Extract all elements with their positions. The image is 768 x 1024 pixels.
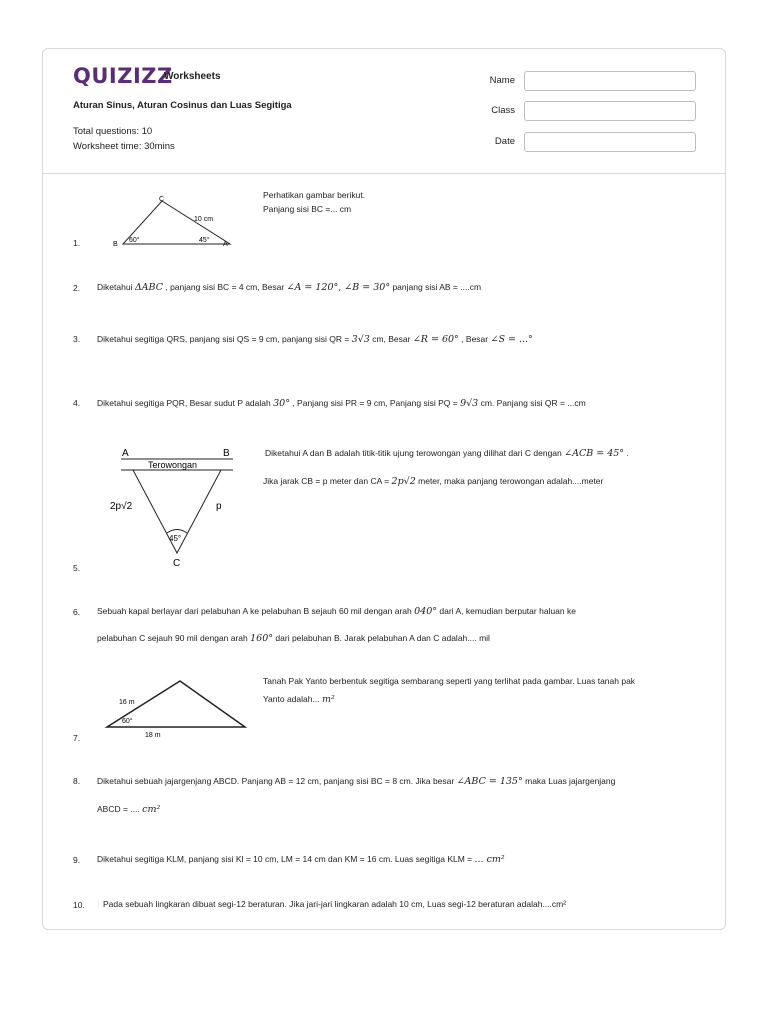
question-number: 8. <box>73 776 81 786</box>
worksheet <box>42 48 726 930</box>
q8-line2: ABCD = .... cm² <box>97 804 161 815</box>
vertex-a-label: A <box>223 241 228 248</box>
q1-triangle-figure <box>113 192 243 250</box>
angle-label: 60° <box>122 718 133 725</box>
total-questions: Total questions: 10 <box>73 126 153 137</box>
name-label: Name <box>489 75 515 86</box>
question-number: 6. <box>73 607 81 617</box>
side-ca-label: 10 cm <box>194 216 214 223</box>
q6-line2: pelabuhan C sejauh 90 mil dengan arah 160° dari pelabuhan B. Jarak pelabuhan A dan C adalah.... mil <box>97 633 490 644</box>
question-number: 7. <box>73 733 81 743</box>
q1-line2: Panjang sisi BC =... cm <box>263 204 352 214</box>
point-a-label: A <box>122 448 129 459</box>
q5-line1: Diketahui A dan B adalah titik-titik ujung terowongan yang dilihat dari C dengan ∠ACB = 45° . <box>265 448 629 459</box>
question-number: 10. <box>73 900 85 910</box>
question-number: 3. <box>73 334 81 344</box>
q7-line1: Tanah Pak Yanto berbentuk segitiga sembarang seperti yang terlihat pada gambar. Luas tanah pak <box>263 676 636 686</box>
q2-text: Diketahui ΔABC , panjang sisi BC = 4 cm, Besar ∠A = 120°, ∠B = 30° panjang sisi AB = ....cm <box>97 282 482 293</box>
q3-text: Diketahui segitiga QRS, panjang sisi QS = 9 cm, panjang sisi QR = 3√3 cm, Besar ∠R = 60° , Besar ∠S = ...° <box>97 334 533 345</box>
logo-subtitle: Worksheets <box>164 71 221 82</box>
worksheet-header <box>43 49 725 174</box>
class-field[interactable] <box>524 101 696 121</box>
base-length-label: 18 m <box>145 732 161 739</box>
q9-text: Diketahui segitiga KLM, panjang sisi Kl = 10 cm, LM = 14 cm dan KM = 16 cm. Luas segitiga KLM = ... cm² <box>97 854 505 865</box>
question-number: 5. <box>73 563 81 573</box>
worksheet-title: Aturan Sinus, Aturan Cosinus dan Luas Segitiga <box>73 100 292 111</box>
side-length-label: 16 m <box>119 699 135 706</box>
q7-land-figure <box>101 677 251 739</box>
name-field[interactable] <box>524 71 696 91</box>
date-field[interactable] <box>524 132 696 152</box>
question-number: 2. <box>73 283 81 293</box>
q8-line1: Diketahui sebuah jajargenjang ABCD. Panjang AB = 12 cm, panjang sisi BC = 8 cm. Jika besar ∠ABC = 135° maka Luas jajargenjang <box>97 776 616 787</box>
q4-text: Diketahui segitiga PQR, Besar sudut P adalah 30° , Panjang sisi PR = 9 cm, Panjang sisi PQ = 9√3 cm. Panjang sisi QR = ...cm <box>97 398 586 409</box>
angle-a-label: 45° <box>199 237 210 244</box>
q6-line1: Sebuah kapal berlayar dari pelabuhan A ke pelabuhan B sejauh 60 mil dengan arah 040° dari A, kemudian berputar haluan ke <box>97 606 576 617</box>
q5-line2: Jika jarak CB = p meter dan CA = 2p√2 meter, maka panjang terowongan adalah....meter <box>263 476 604 487</box>
side-ca-label: 2p√2 <box>110 501 133 512</box>
point-c-label: C <box>173 558 181 569</box>
question-number: 1. <box>73 238 81 248</box>
worksheet-time: Worksheet time: 30mins <box>73 141 175 152</box>
question-number: 4. <box>73 398 81 408</box>
question-number: 9. <box>73 855 81 865</box>
vertex-b-label: B <box>113 241 118 248</box>
q10-text: Pada sebuah lingkaran dibuat segi-12 beraturan. Jika jari-jari lingkaran adalah 10 cm, Luas segi-12 beraturan adalah....cm² <box>103 899 567 909</box>
q1-line1: Perhatikan gambar berikut. <box>263 190 366 200</box>
class-label: Class <box>491 105 515 116</box>
tunnel-label: Terowongan <box>148 460 198 470</box>
side-cb-label: p <box>216 501 222 512</box>
vertex-c-label: C <box>159 196 165 203</box>
quizizz-logo: QUIZIZZ <box>73 64 173 88</box>
angle-b-label: 60° <box>129 237 140 244</box>
q5-tunnel-figure <box>105 444 245 572</box>
q7-line2: Yanto adalah... m² <box>263 694 335 705</box>
point-b-label: B <box>223 448 230 459</box>
date-label: Date <box>494 136 515 147</box>
angle-c-label: 45° <box>169 534 182 543</box>
